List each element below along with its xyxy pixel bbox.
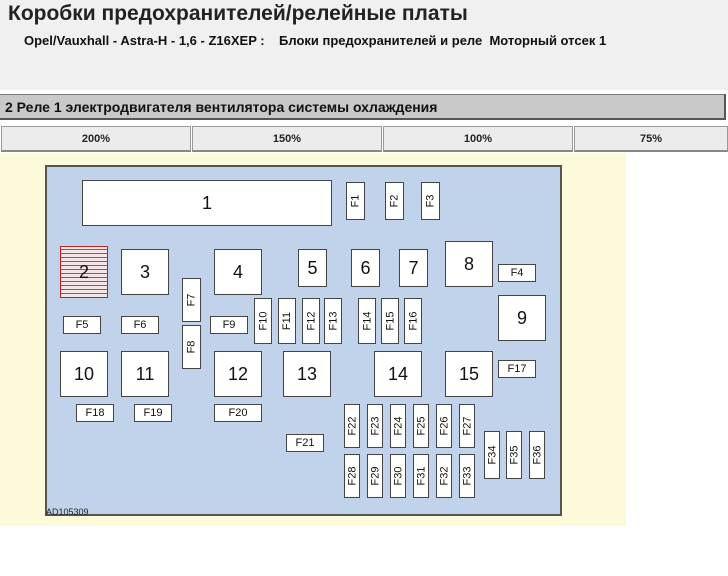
fuse-f20[interactable]: F20 bbox=[214, 404, 262, 422]
zoom-100-button[interactable]: 100% bbox=[383, 126, 573, 152]
relay-12[interactable]: 12 bbox=[214, 351, 262, 397]
fuse-f32[interactable]: F32 bbox=[436, 454, 452, 498]
fuse-f23[interactable]: F23 bbox=[367, 404, 383, 448]
fuse-f4[interactable]: F4 bbox=[498, 264, 536, 282]
relay-14[interactable]: 14 bbox=[374, 351, 422, 397]
fuse-box-diagram bbox=[45, 165, 562, 516]
relay-10[interactable]: 10 bbox=[60, 351, 108, 397]
relay-1[interactable]: 1 bbox=[82, 180, 332, 226]
fuse-f28[interactable]: F28 bbox=[344, 454, 360, 498]
fuse-f15[interactable]: F15 bbox=[381, 298, 399, 344]
zoom-150-button[interactable]: 150% bbox=[192, 126, 382, 152]
fuse-f16[interactable]: F16 bbox=[404, 298, 422, 344]
fuse-f17[interactable]: F17 bbox=[498, 360, 536, 378]
relay-13[interactable]: 13 bbox=[283, 351, 331, 397]
fuse-f13[interactable]: F13 bbox=[324, 298, 342, 344]
relay-9[interactable]: 9 bbox=[498, 295, 546, 341]
fuse-f7[interactable]: F7 bbox=[182, 278, 201, 322]
relay-15[interactable]: 15 bbox=[445, 351, 493, 397]
fuse-f25[interactable]: F25 bbox=[413, 404, 429, 448]
fuse-f14[interactable]: F14 bbox=[358, 298, 376, 344]
relay-3[interactable]: 3 bbox=[121, 249, 169, 295]
fuse-f12[interactable]: F12 bbox=[302, 298, 320, 344]
fuse-f9[interactable]: F9 bbox=[210, 316, 248, 334]
fuse-f31[interactable]: F31 bbox=[413, 454, 429, 498]
fuse-f8[interactable]: F8 bbox=[182, 325, 201, 369]
relay-7[interactable]: 7 bbox=[399, 249, 428, 287]
fuse-f18[interactable]: F18 bbox=[76, 404, 114, 422]
fuse-f30[interactable]: F30 bbox=[390, 454, 406, 498]
relay-5[interactable]: 5 bbox=[298, 249, 327, 287]
page-subtitle: Opel/Vauxhall - Astra-H - 1,6 - Z16XEP : Блоки предохранителей и реле Моторный отсек 1 bbox=[24, 33, 607, 48]
fuse-f29[interactable]: F29 bbox=[367, 454, 383, 498]
fuse-f33[interactable]: F33 bbox=[459, 454, 475, 498]
section-header bbox=[0, 94, 726, 120]
fuse-f26[interactable]: F26 bbox=[436, 404, 452, 448]
fuse-f36[interactable]: F36 bbox=[529, 431, 545, 479]
fuse-f11[interactable]: F11 bbox=[278, 298, 296, 344]
fuse-f21[interactable]: F21 bbox=[286, 434, 324, 452]
relay-2-highlighted[interactable]: 2 bbox=[60, 246, 108, 298]
zoom-200-button[interactable]: 200% bbox=[1, 126, 191, 152]
relay-4[interactable]: 4 bbox=[214, 249, 262, 295]
fuse-f27[interactable]: F27 bbox=[459, 404, 475, 448]
fuse-f2[interactable]: F2 bbox=[385, 182, 404, 220]
fuse-f22[interactable]: F22 bbox=[344, 404, 360, 448]
fuse-f19[interactable]: F19 bbox=[134, 404, 172, 422]
fuse-f35[interactable]: F35 bbox=[506, 431, 522, 479]
fuse-f6[interactable]: F6 bbox=[121, 316, 159, 334]
section-title: 2 Реле 1 электродвигателя вентилятора системы охлаждения bbox=[5, 99, 438, 115]
fuse-f34[interactable]: F34 bbox=[484, 431, 500, 479]
relay-11[interactable]: 11 bbox=[121, 351, 169, 397]
zoom-75-button[interactable]: 75% bbox=[574, 126, 728, 152]
relay-6[interactable]: 6 bbox=[351, 249, 380, 287]
page-header bbox=[0, 0, 728, 90]
fuse-f10[interactable]: F10 bbox=[254, 298, 272, 344]
fuse-f24[interactable]: F24 bbox=[390, 404, 406, 448]
fuse-f5[interactable]: F5 bbox=[63, 316, 101, 334]
diagram-part-code: AD105309 bbox=[46, 507, 89, 517]
page-title: Коробки предохранителей/релейные платы bbox=[8, 2, 468, 25]
fuse-f1[interactable]: F1 bbox=[346, 182, 365, 220]
fuse-f3[interactable]: F3 bbox=[421, 182, 440, 220]
relay-8[interactable]: 8 bbox=[445, 241, 493, 287]
